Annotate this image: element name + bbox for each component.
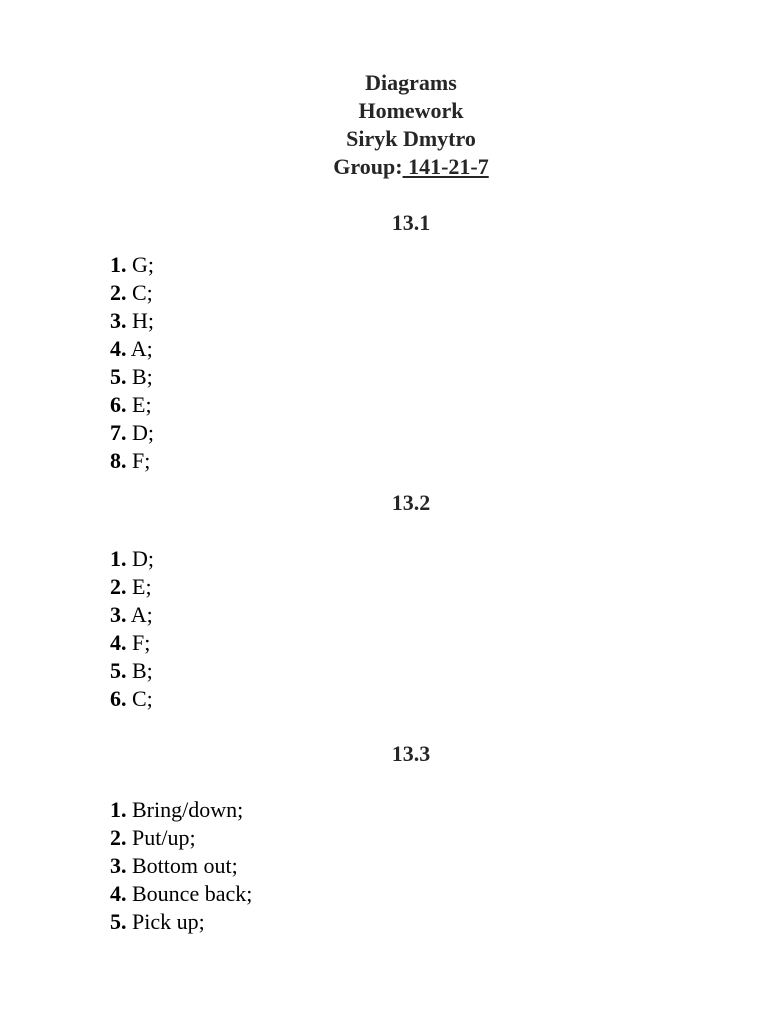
item-number: 1.	[110, 252, 127, 277]
item-number: 4.	[110, 336, 127, 361]
item-answer: A;	[126, 602, 153, 627]
list-item	[110, 391, 154, 419]
section-title-13-1: 13.1	[391, 210, 431, 235]
item-answer: F;	[126, 630, 151, 655]
item-answer: D;	[126, 420, 154, 445]
group-label: Group:	[333, 154, 403, 179]
list-item	[110, 307, 154, 335]
item-number: 3.	[110, 602, 127, 627]
answer-list-13-2	[110, 545, 154, 713]
list-item	[110, 335, 154, 363]
item-answer: Bottom out;	[126, 853, 238, 878]
list-item	[110, 685, 154, 713]
item-number: 2.	[110, 574, 127, 599]
list-item	[110, 629, 154, 657]
list-item	[110, 824, 252, 852]
list-item	[110, 251, 154, 279]
item-number: 1.	[110, 546, 127, 571]
item-number: 6.	[110, 392, 127, 417]
group-line	[0, 153, 768, 181]
author-name: Siryk Dmytro	[346, 126, 476, 151]
list-item	[110, 419, 154, 447]
list-item	[110, 852, 252, 880]
item-answer: Pick up;	[126, 909, 205, 934]
item-number: 5.	[110, 909, 127, 934]
document-header	[0, 69, 768, 181]
item-answer: C;	[126, 686, 153, 711]
list-item	[110, 573, 154, 601]
answer-list-13-1	[110, 251, 154, 475]
list-item	[110, 545, 154, 573]
item-answer: G;	[126, 252, 154, 277]
item-answer: B;	[126, 364, 153, 389]
item-number: 1.	[110, 797, 127, 822]
item-number: 3.	[110, 853, 127, 878]
answer-list-13-3	[110, 796, 252, 936]
section-title-13-3: 13.3	[391, 741, 431, 766]
document-subtitle: Homework	[358, 98, 464, 123]
item-number: 7.	[110, 420, 127, 445]
item-number: 5.	[110, 658, 127, 683]
list-item	[110, 601, 154, 629]
group-value: 141-21-7	[402, 154, 489, 179]
item-answer: Bring/down;	[126, 797, 244, 822]
item-answer: E;	[126, 392, 152, 417]
item-answer: C;	[126, 280, 153, 305]
item-number: 8.	[110, 448, 127, 473]
item-answer: F;	[126, 448, 151, 473]
item-number: 5.	[110, 364, 127, 389]
item-answer: B;	[126, 658, 153, 683]
item-number: 6.	[110, 686, 127, 711]
list-item	[110, 796, 252, 824]
list-item	[110, 880, 252, 908]
list-item	[110, 279, 154, 307]
item-answer: A;	[126, 336, 153, 361]
list-item	[110, 363, 154, 391]
item-number: 2.	[110, 825, 127, 850]
item-answer: D;	[126, 546, 154, 571]
document-title: Diagrams	[365, 70, 457, 95]
item-answer: Put/up;	[126, 825, 196, 850]
item-number: 4.	[110, 881, 127, 906]
section-title-13-2: 13.2	[391, 490, 431, 515]
list-item	[110, 908, 252, 936]
item-answer: Bounce back;	[126, 881, 253, 906]
item-number: 4.	[110, 630, 127, 655]
item-number: 3.	[110, 308, 127, 333]
list-item	[110, 657, 154, 685]
list-item	[110, 447, 154, 475]
item-answer: E;	[126, 574, 152, 599]
item-answer: H;	[126, 308, 154, 333]
item-number: 2.	[110, 280, 127, 305]
